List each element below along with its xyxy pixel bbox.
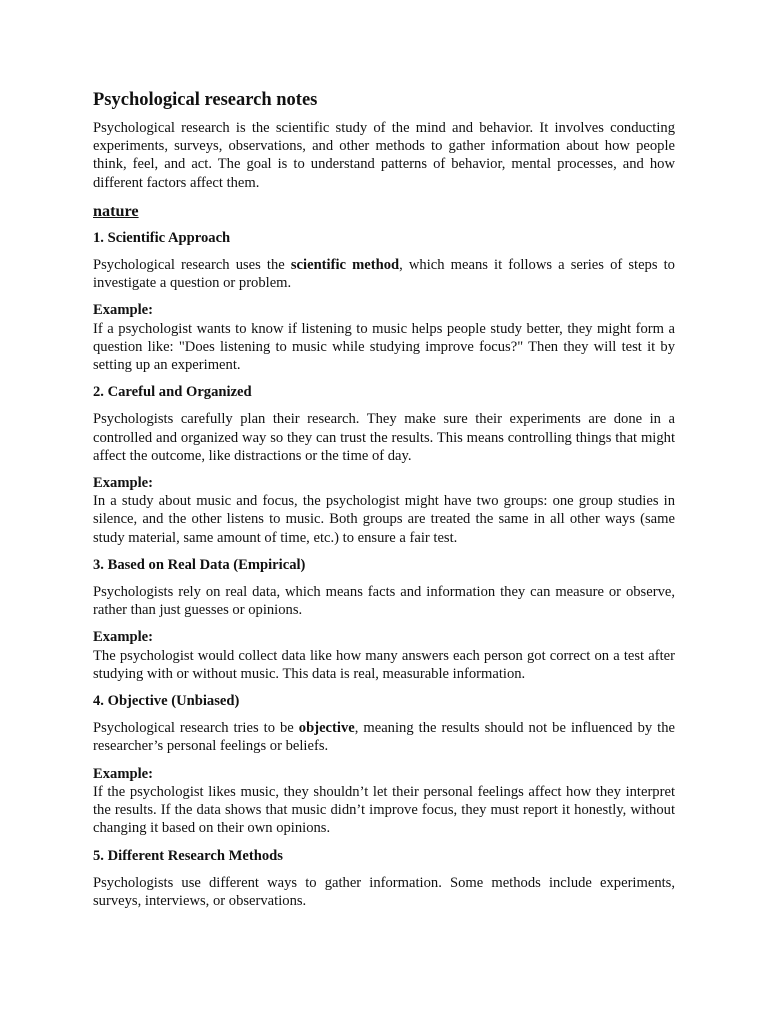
example-text: In a study about music and focus, the psychologist might have two groups: one group studies in silence, and the other listens to music. Both groups are treated the same in all other ways (same study material, same amount of time, etc.) to ensure a fair test.	[93, 493, 675, 546]
desc-text-cont: , meaning the results should not be influenced by the researcher’s personal feelings or beliefs.	[93, 720, 675, 755]
item-scientific-approach	[93, 229, 675, 374]
item-heading: 2. Careful and Organized	[93, 384, 252, 401]
desc-text-cont: , which means it follows a series of steps to investigate a question or problem.	[93, 257, 675, 292]
item-description	[93, 719, 675, 755]
item-objective	[93, 692, 675, 837]
example-block	[93, 474, 675, 547]
item-description: Psychologists carefully plan their research. They make sure their experiments are done in a controlled and organized way so they can trust the results. This means controlling things that might affect the outcome, like distractions or the time of day.	[93, 411, 675, 464]
document-page	[93, 89, 675, 919]
item-description: Psychologists rely on real data, which means facts and information they can measure or observe, rather than just guesses or opinions.	[93, 584, 675, 619]
desc-text: Psychological research tries to be	[93, 720, 299, 737]
example-block	[93, 765, 675, 838]
item-heading: 5. Different Research Methods	[93, 847, 283, 864]
example-block	[93, 628, 675, 683]
item-careful-organized	[93, 383, 675, 547]
desc-bold-term: scientific method	[290, 257, 400, 274]
example-text: If a psychologist wants to know if listening to music helps people study better, they might form a question like: "Does listening to music while studying improve focus?" Then they will test it by setting up an experiment.	[93, 320, 675, 374]
example-label: Example:	[93, 629, 153, 646]
document-title: Psychological research notes	[93, 90, 318, 110]
example-text: If the psychologist likes music, they shouldn’t let their personal feelings affect how they interpret the results. If the data shows that music didn’t improve focus, they must report it honestly, without changing it based on their own opinions.	[93, 783, 675, 837]
example-text: The psychologist would collect data like how many answers each person got correct on a test after studying with or without music. This data is real, measurable information.	[93, 647, 675, 682]
item-heading: 3. Based on Real Data (Empirical)	[93, 556, 306, 573]
item-heading: 4. Objective (Unbiased)	[93, 693, 240, 710]
item-heading: 1. Scientific Approach	[93, 229, 231, 246]
example-label: Example:	[93, 475, 153, 492]
item-description	[93, 256, 675, 292]
desc-text: Psychological research uses the	[93, 257, 291, 274]
desc-bold-term: objective	[298, 720, 355, 737]
example-block	[93, 301, 675, 374]
item-description: Psychologists use different ways to gather information. Some methods include experiments, surveys, interviews, or observations.	[93, 874, 675, 909]
intro-paragraph: Psychological research is the scientific study of the mind and behavior. It involves conducting experiments, surveys, observations, and other methods to gather information about how people think, feel, and act. The goal is to understand patterns of behavior, mental processes, and how different factors affect them.	[93, 120, 675, 191]
example-label: Example:	[93, 765, 153, 782]
section-heading-nature: nature	[93, 201, 139, 220]
example-label: Example:	[93, 302, 153, 319]
item-research-methods	[93, 847, 675, 911]
item-real-data	[93, 556, 675, 683]
